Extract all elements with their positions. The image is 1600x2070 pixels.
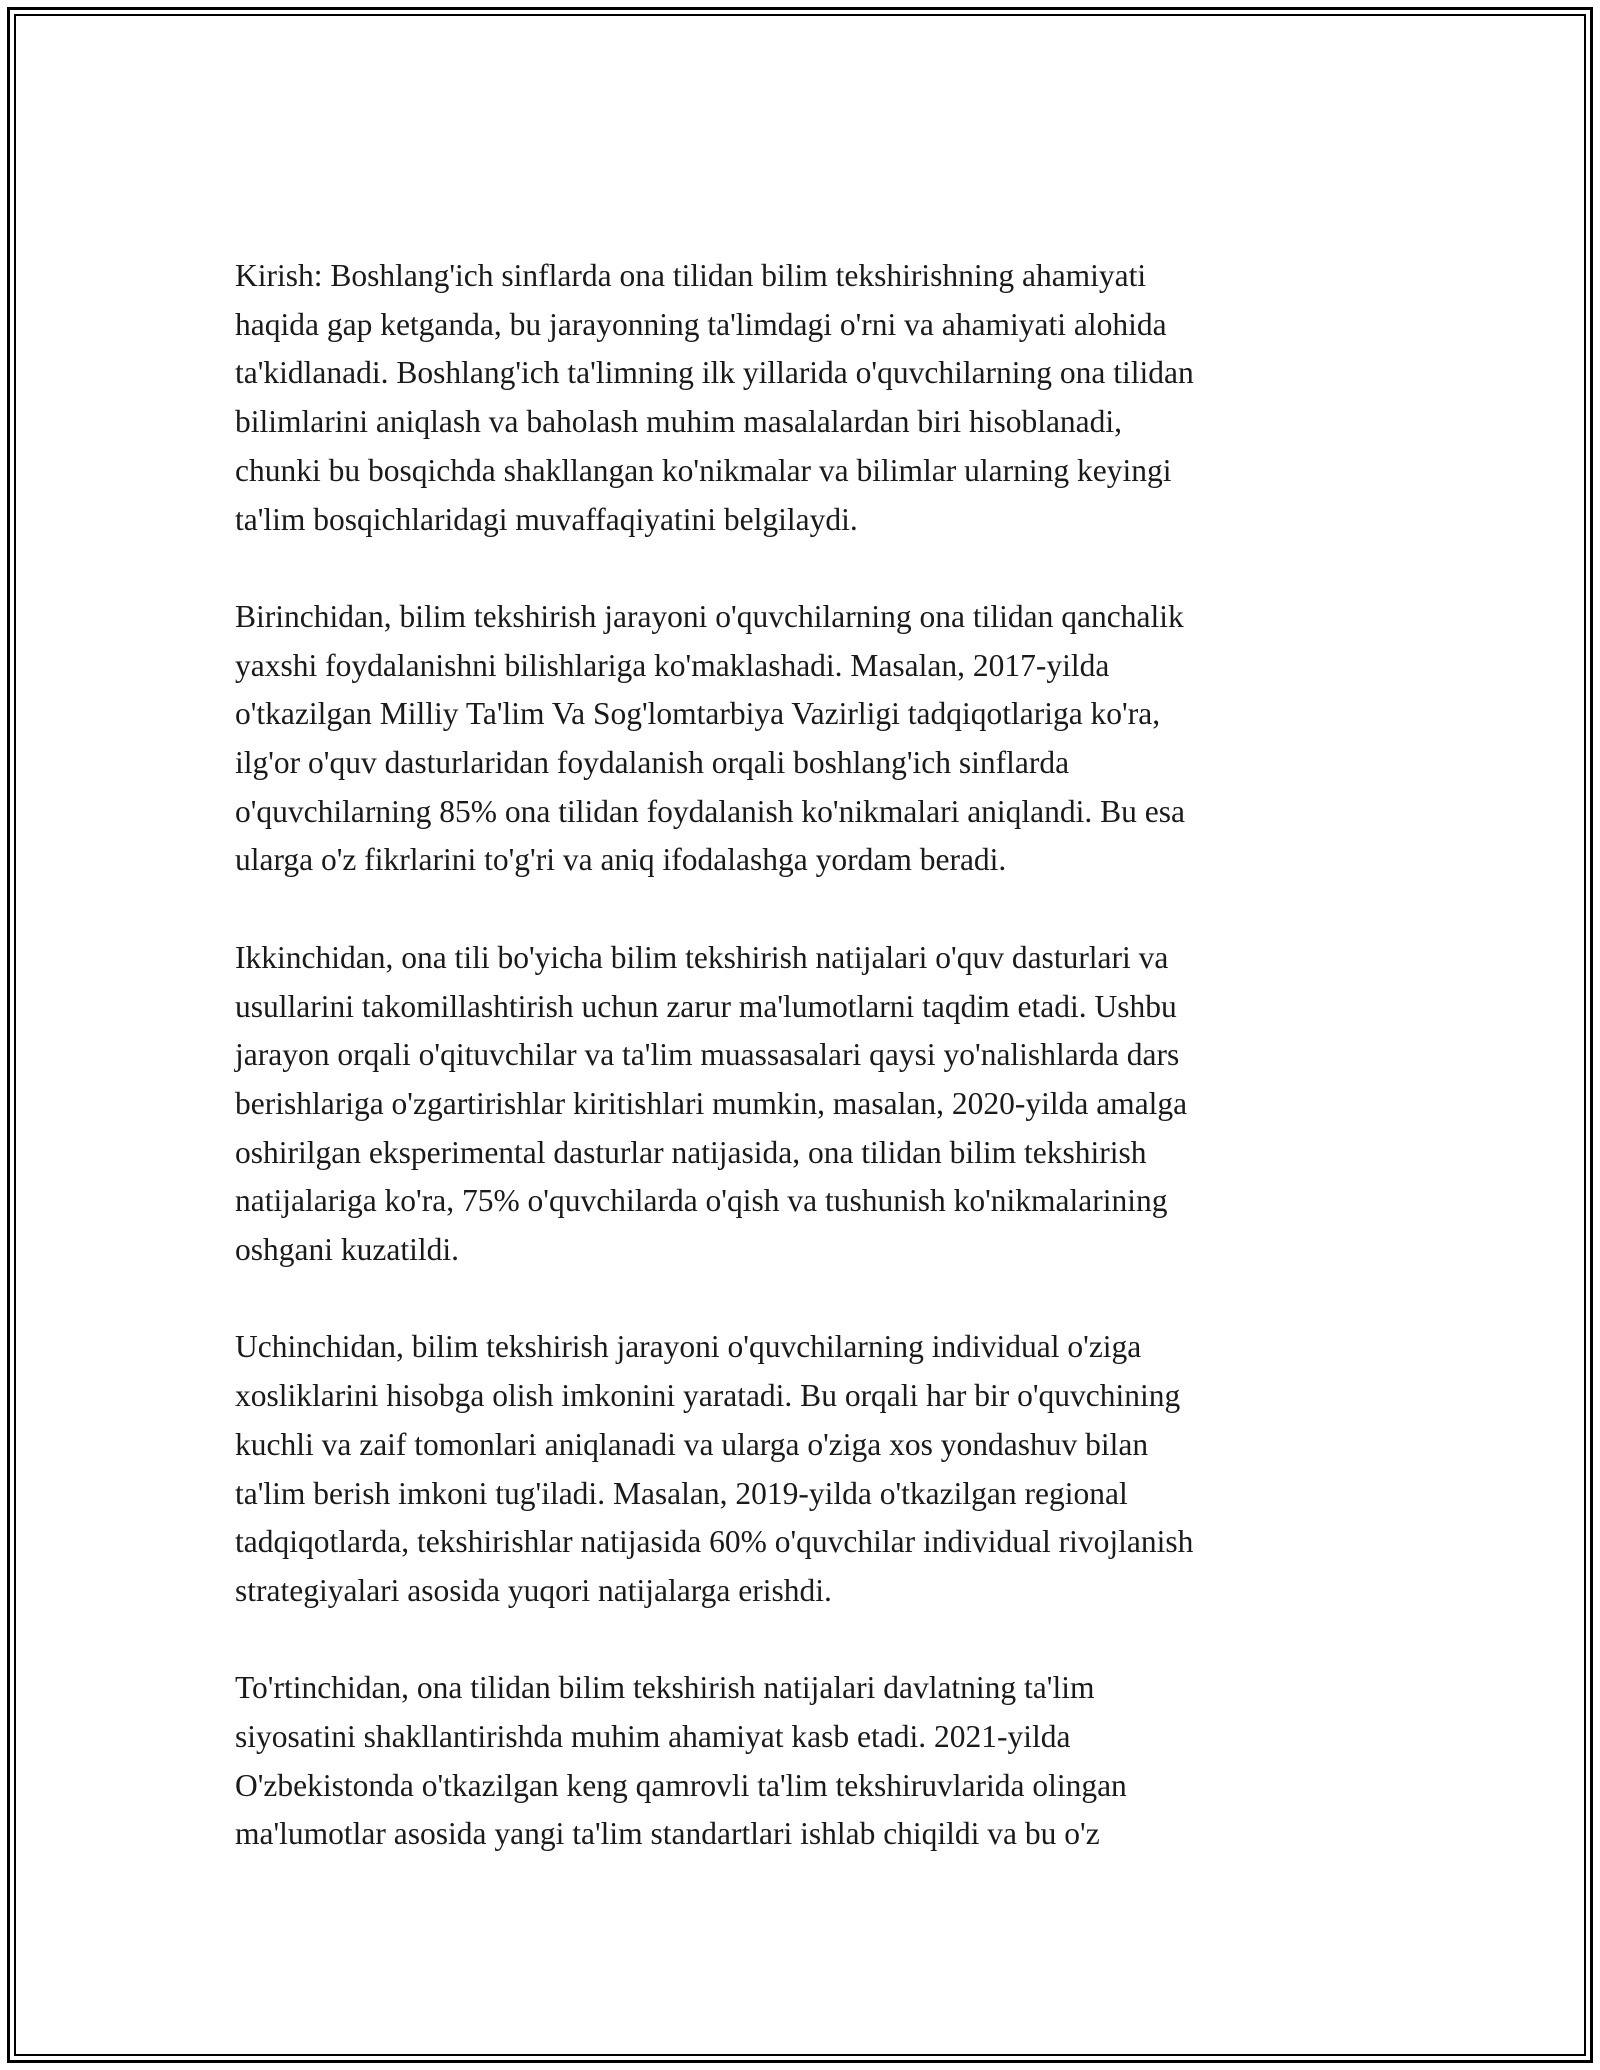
paragraph-fourth: To'rtinchidan, ona tilidan bilim tekshirish natijalari davlatning ta'lim siyosatini shakllantirishda muhim ahamiyat kasb etadi. 2021-yilda O'zbekistonda o'tkazilgan keng qamrovli ta'lim tekshiruvlarida olingan ma'lumotlar asosida yangi ta'lim standartlari ishlab chiqildi va bu o'z	[235, 1670, 1127, 1852]
paragraph-intro: Kirish: Boshlang'ich sinflarda ona tilidan bilim tekshirishning ahamiyati haqida gap ketganda, bu jarayonning ta'limdagi o'rni va ahamiyati alohida ta'kidlanadi. Boshlang'ich ta'limning ilk yillarida o'quvchilarning ona tilidan bilimlarini aniqlash va baholash muhim masalalardan biri hisoblanadi, chunki bu bosqichda shakllangan ko'nikmalar va bilimlar ularning keyingi ta'lim bosqichlaridagi muvaffaqiyatini belgilaydi.	[235, 258, 1194, 537]
paragraph-second: Ikkinchidan, ona tili bo'yicha bilim tekshirish natijalari o'quv dasturlari va usullarini takomillashtirish uchun zarur ma'lumotlarni taqdim etadi. Ushbu jarayon orqali o'qituvchilar va ta'lim muassasalari qaysi yo'nalishlarda dars berishlariga o'zgartirishlar kiritishlari mumkin, masalan, 2020-yilda amalga oshirilgan eksperimental dasturlar natijasida, ona tilidan bilim tekshirish natijalariga ko'ra, 75% o'quvchilarda o'qish va tushunish ko'nikmalarining oshgani kuzatildi.	[235, 939, 1188, 1268]
paragraph-third: Uchinchidan, bilim tekshirish jarayoni o'quvchilarning individual o'ziga xosliklarini hisobga olish imkonini yaratadi. Bu orqali har bir o'quvchining kuchli va zaif tomonlari aniqlanadi va ularga o'ziga xos yondashuv bilan ta'lim berish imkoni tug'iladi. Masalan, 2019-yilda o'tkazilgan regional tadqiqotlarda, tekshirishlar natijasida 60% o'quvchilar individual rivojlanish strategiyalari asosida yuqori natijalarga erishdi.	[235, 1329, 1194, 1608]
paragraph-first: Birinchidan, bilim tekshirish jarayoni o'quvchilarning ona tilidan qanchalik yaxshi foydalanishni bilishlariga ko'maklashadi. Masalan, 2017-yilda o'tkazilgan Milliy Ta'lim Va Sog'lomtarbiya Vazirligi tadqiqotlariga ko'ra, ilg'or o'quv dasturlaridan foydalanish orqali boshlang'ich sinflarda o'quvchilarning 85% ona tilidan foydalanish ko'nikmalari aniqlandi. Bu esa ularga o'z fikrlarini to'g'ri va aniq ifodalashga yordam beradi.	[235, 598, 1186, 878]
document-body	[235, 252, 1365, 1908]
